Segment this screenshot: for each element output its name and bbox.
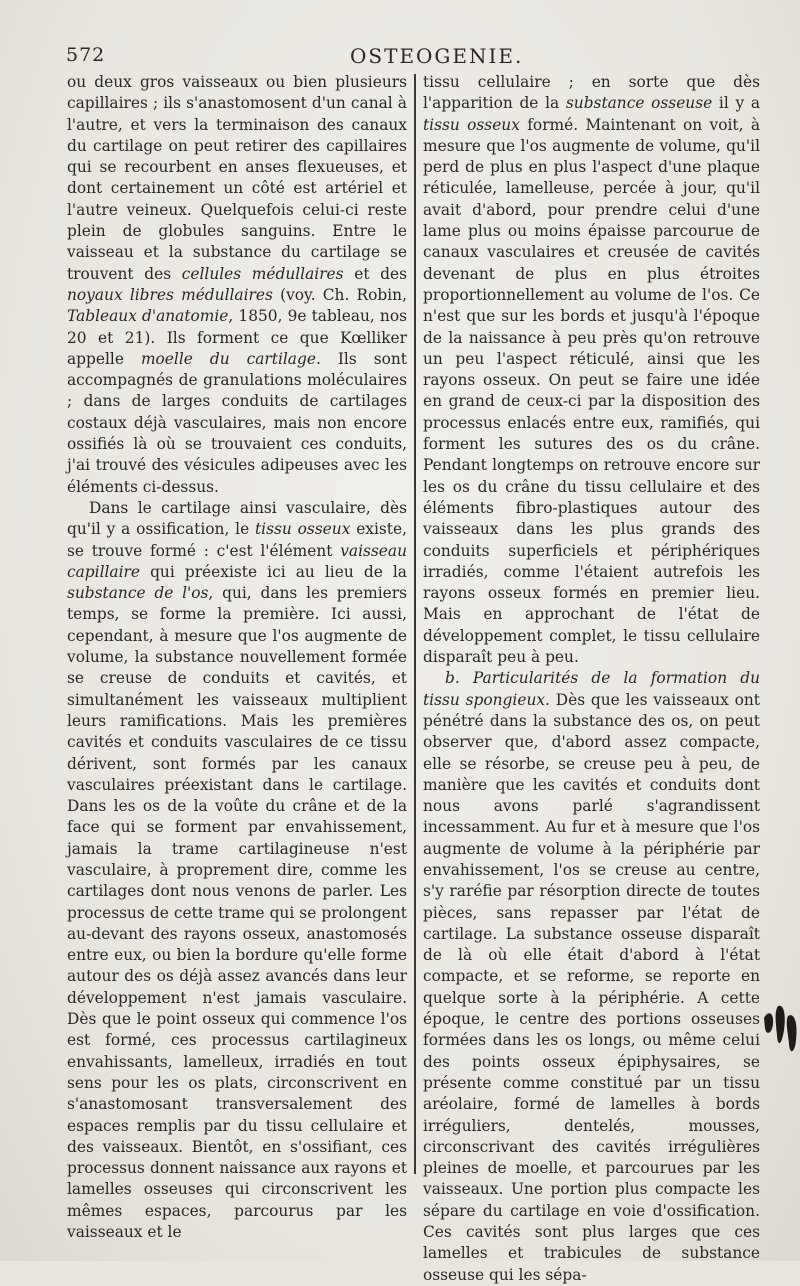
italic-term: Tableaux d'anatomie — [67, 307, 229, 326]
column-divider — [414, 74, 416, 1174]
text-run: ou deux gros vaisseaux ou bien plusieurs capillaires ; ils s'anastomosent d'un canal à l'autre, et vers la terminaison des canaux du cartilage on peut retirer des capillaires qui se recourbent en anses flexueuses, et dont certainement un côté est artériel et l'autre veineux. Quelquefois celui-ci reste plein de globules sanguins. Entre le vaisseau et la substance du cartilage se trouvent des — [67, 73, 407, 283]
text-run: existe, se trouve formé : c'est l'élément — [67, 520, 407, 560]
text-run: il y a — [712, 94, 760, 113]
italic-term: cellules médullaires — [181, 264, 344, 283]
text-run: Dès que les vaisseaux ont pénétré dans la substance des os, on peut observer que, d'abord assez compacte, elle se résorbe, se creuse peu à peu, de manière que les cavités et conduits dont nous avons parlé s'agrandissent incessamment. Au fur et à mesure que l'os augmente de volume à la périphérie par envahissement, l'os se creuse au centre, s'y raréfie par résorption directe de toutes pièces, sans repasser par l'état de cartilage. La substance osseuse disparaît de là où elle était d'abord à l'état compacte, et se reforme, se reporte en quelque sorte à la périphérie. A cette époque, le centre des portions osseuses formées dans les os longs, ou même celui des points osseux épiphysaires, se présente comme constitué par un tissu aréolaire, formé de lamelles à bords irréguliers, dentelés, mousses, circonscrivant des cavités irrégulières pleines de moelle, et parcourues par les vaisseaux. Une portion plus compacte les sépare du cartilage en voie d'ossification. Ces cavités sont plus larges que ces lamelles et trabicules de substance osseuse qui les sépa- — [423, 690, 760, 1284]
paragraph — [423, 72, 760, 668]
italic-term: tissu osseux — [423, 115, 520, 134]
ink-blot-mark — [760, 1000, 800, 1060]
text-run: qui préexiste ici au lieu de la — [139, 562, 407, 581]
running-title: OSTEOGENIE. — [350, 44, 524, 68]
text-run: et des — [343, 264, 407, 283]
right-column — [423, 72, 760, 1284]
text-run: , qui, dans les premiers temps, se forme la première. Ici aussi, cependant, à mesure que l'os augmente de volume, la substance nouvellement formée se creuse de conduits et cavités, et simultanément les vaisseaux multiplient leurs ramifications. Mais les premières cavités et conduits vasculaires de ce tissu dérivent, sont formés par les canaux vasculaires préexistant dans le cartilage. Dans les os de la voûte du crâne et de la face qui se forment par envahissement, jamais la trame cartilagineuse n'est vasculaire, à proprement dire, comme les cartilages dont nous venons de parler. Les processus de cette trame qui se prolongent au-devant des rayons osseux, anastomosés entre eux, ou bien la bordure qu'elle forme autour des os déjà assez avancés dans leur développement n'est jamais vasculaire. Dès que le point osseux qui commence l'os est formé, ces processus cartilagineux envahissants, lamelleux, irradiés en tout sens pour les os plats, circonscrivent en s'anastomosant transversalement des espaces remplis par du tissu cellulaire et des vaisseaux. Bientôt, en s'ossifiant, ces processus donnent naissance aux rayons et lamelles osseuses qui circonscrivent les mêmes espaces, parcourus par les vaisseaux et le — [67, 584, 407, 1242]
page-header — [66, 44, 766, 68]
section-heading: b. Particularités de la formation du tissu spongieux. — [423, 669, 760, 709]
text-run: . Ils sont accompagnés de granulations moléculaires ; dans de larges conduits de cartilages costaux déjà vasculaires, mais non encore ossifiés là où se trouvaient ces conduits, j'ai trouvé des vésicules adipeuses avec les éléments ci-dessus. — [67, 349, 407, 496]
left-column — [67, 72, 407, 1242]
text-run: tissu cellulaire ; en sorte que dès l'apparition de la — [423, 73, 760, 113]
text-run: (voy. Ch. Robin, — [272, 285, 407, 304]
paragraph — [423, 668, 760, 1286]
paragraph — [67, 498, 407, 1243]
italic-term: noyaux libres médullaires — [67, 285, 273, 304]
italic-term: moelle du cartilage — [140, 349, 316, 368]
italic-term: vaisseau capillaire — [67, 541, 407, 581]
text-run: Dans le cartilage ainsi vasculaire, dès qu'il y a ossification, le — [67, 498, 407, 539]
italic-term: substance osseuse — [565, 94, 713, 113]
paragraph — [67, 72, 407, 498]
page-number: 572 — [66, 44, 106, 66]
italic-term: tissu osseux — [255, 520, 351, 539]
text-run: , 1850, 9e tableau, nos 20 et 21). Ils forment ce que Kœlliker appelle — [67, 307, 407, 368]
italic-term: substance de l'os — [67, 584, 209, 603]
text-run: formé. Maintenant on voit, à mesure que l'os augmente de volume, qu'il perd de plus en plus l'aspect d'une plaque réticulée, lamelleuse, percée à jour, qu'il avait d'abord, pour prendre celui d'une lame plus ou moins épaisse parcourue de canaux vasculaires et creusée de cavités devenant de plus en plus étroites proportionnellement au volume de l'os. Ce n'est que sur les bords et jusqu'à l'époque de la naissance à peu près qu'on retrouve un peu l'aspect réticulé, ainsi que les rayons osseux. On peut se faire une idée en grand de ceux-ci par la disposition des processus enlacés entre eux, ramifiés, qui forment les sutures des os du crâne. Pendant longtemps on retrouve encore sur les os du crâne du tissu cellulaire et des éléments fibro-plastiques autour des vaisseaux dans les plus grands des conduits superficiels et périphériques irradiés, comme l'étaient autrefois les rayons osseux formés en premier lieu. Mais en approchant de l'état de développement complet, le tissu cellulaire disparaît peu à peu. — [423, 115, 760, 667]
